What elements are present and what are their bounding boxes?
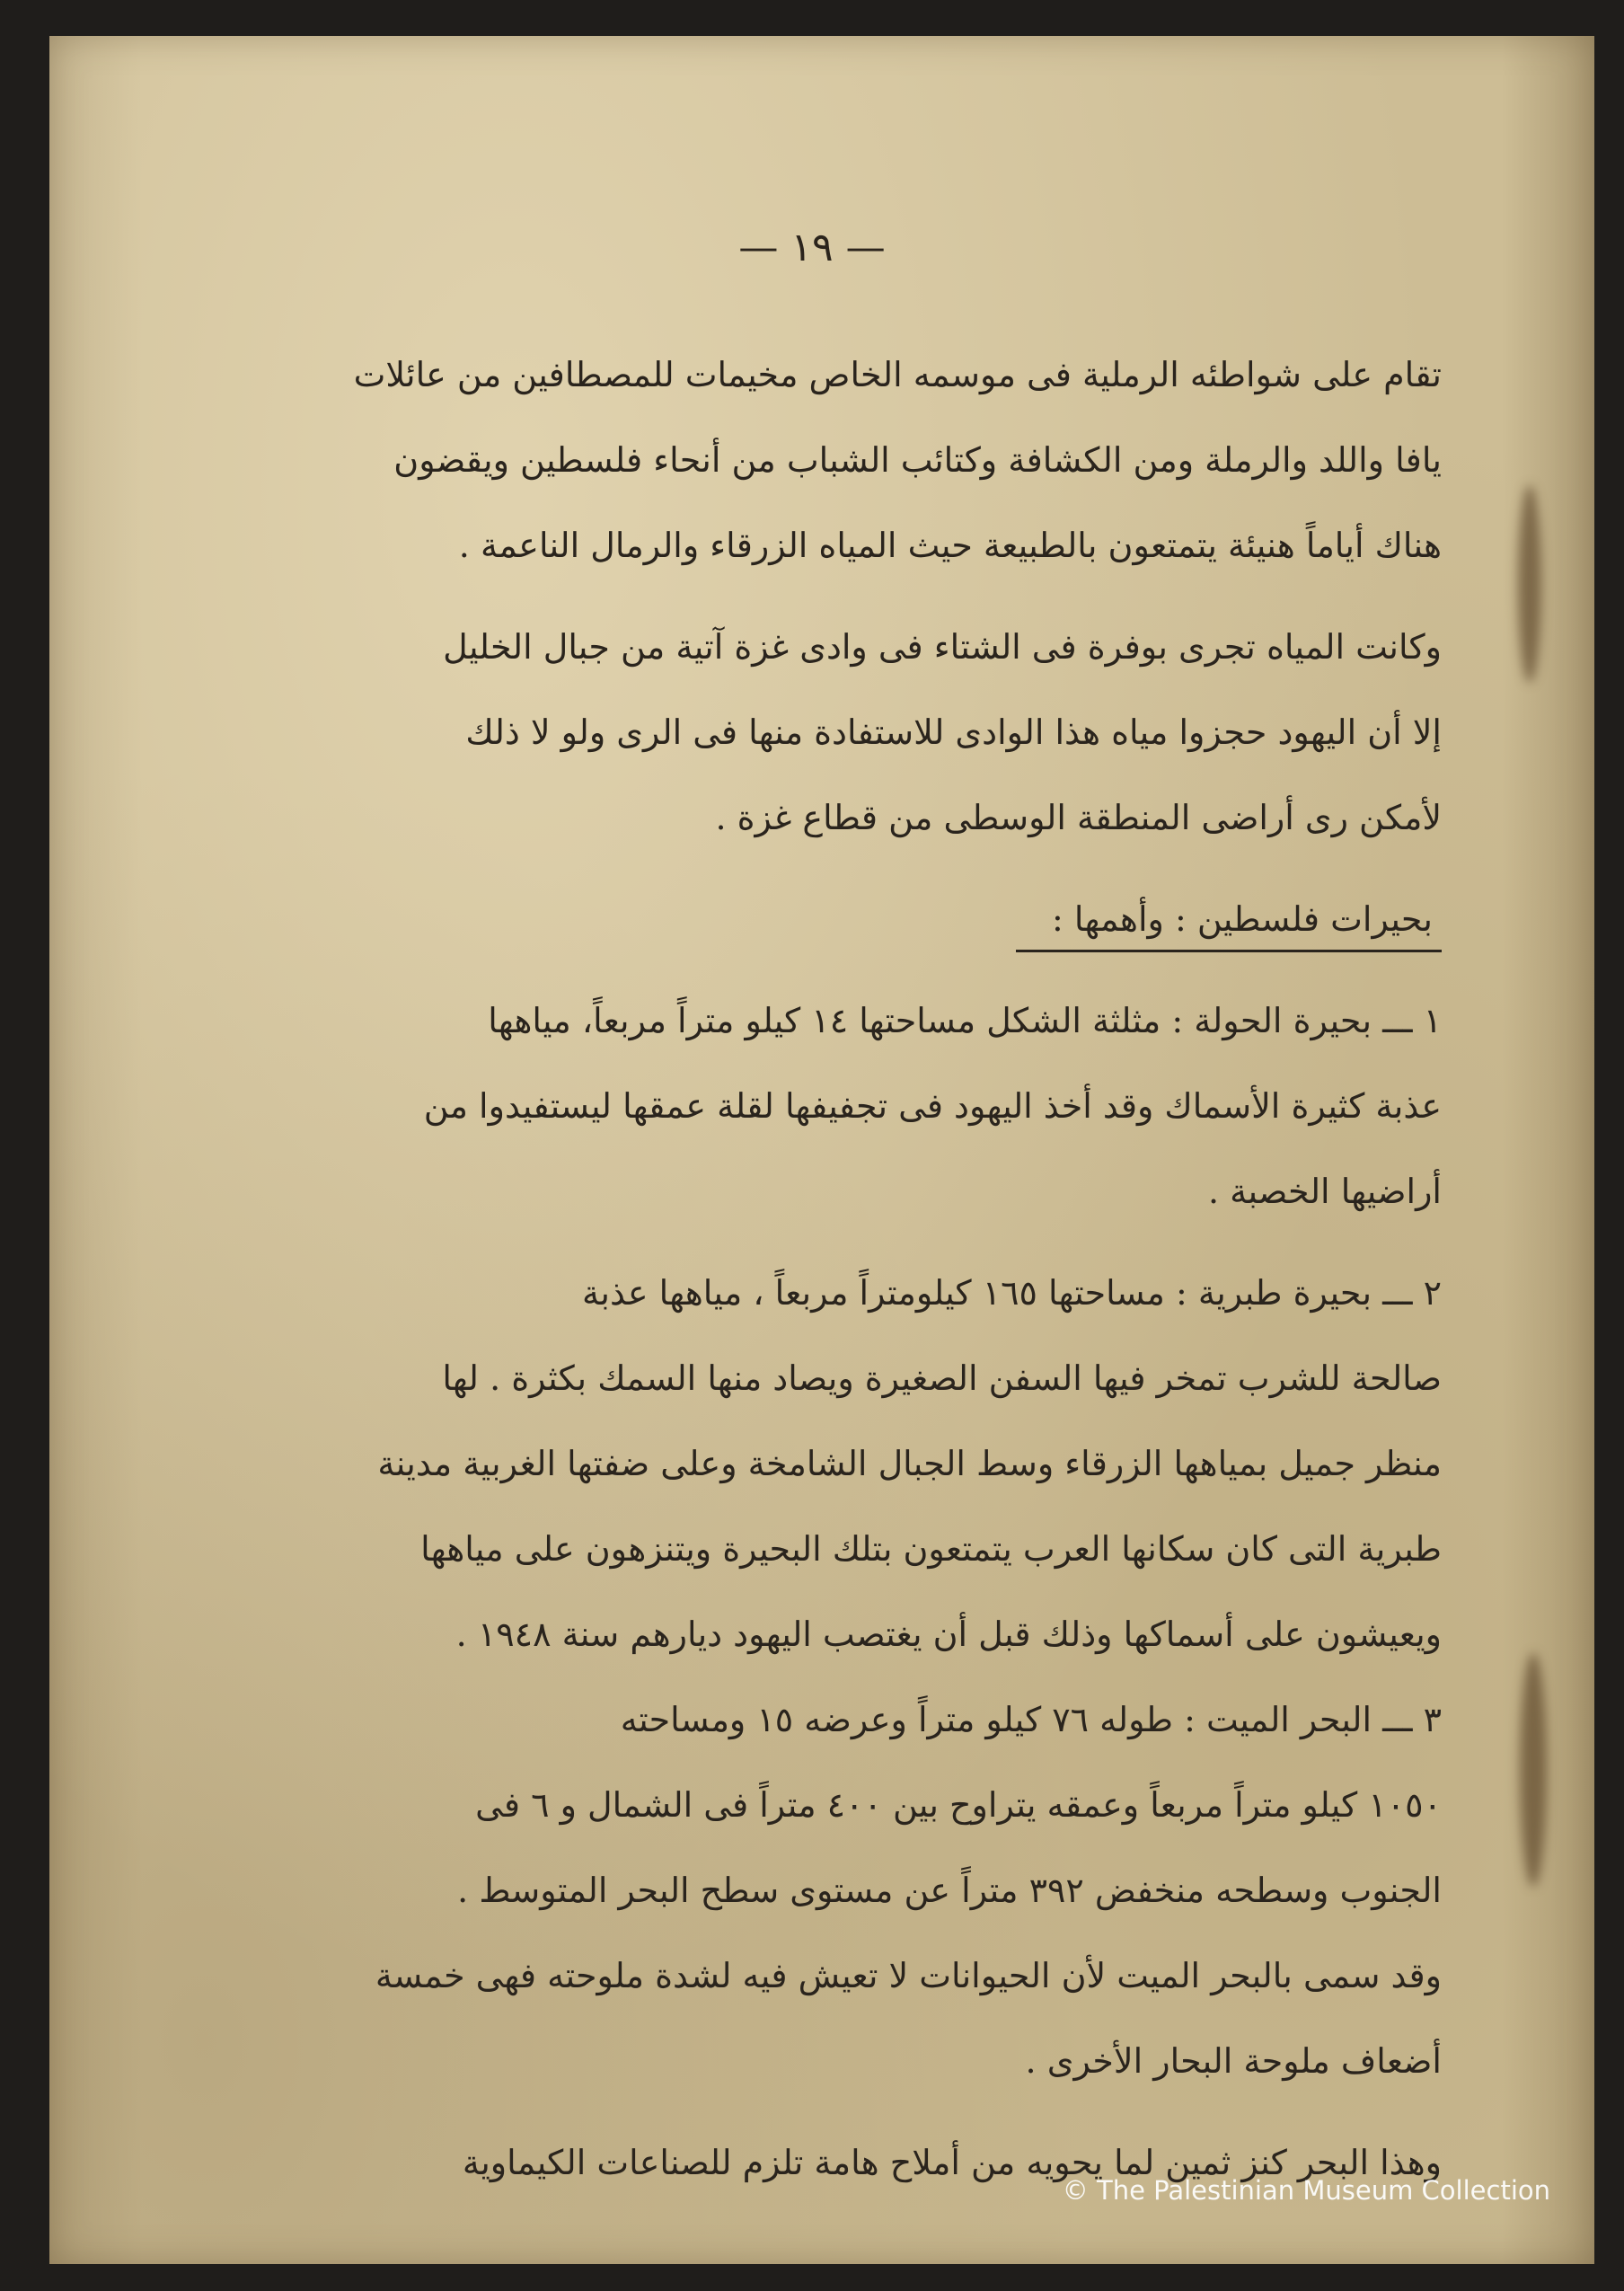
text-line: ٢ ـــ بحيرة طبرية : مساحتها ١٦٥ كيلومتراً مربعاً ، مياهها عذبة [582,1273,1442,1313]
text-line: وهذا البحر كنز ثمين لما يحويه من أملاح هامة تلزم للصناعات الكيماوية [462,2143,1442,2182]
text-line: يافا واللد والرملة ومن الكشافة وكتائب الشباب من أنحاء فلسطين ويقضون [393,440,1442,480]
text-line: ٣ ـــ البحر الميت : طوله ٧٦ كيلو متراً وعرضه ١٥ ومساحته [620,1700,1442,1739]
text-line: هناك أياماً هنيئة يتمتعون بالطبيعة حيث المياه الزرقاء والرمال الناعمة . [458,526,1442,565]
text-line: صالحة للشرب تمخر فيها السفن الصغيرة ويصاد منها السمك بكثرة . لها [442,1358,1442,1398]
rust-stain [1518,485,1541,683]
text-line: أضعاف ملوحة البحار الأخرى . [1025,2041,1442,2081]
text-line: وقد سمى بالبحر الميت لأن الحيوانات لا تعيش فيه لشدة ملوحته فهى خمسة [375,1956,1442,1995]
text-line: ١٠٥٠ كيلو متراً مربعاً وعمقه يتراوح بين ٤٠٠ متراً فى الشمال و ٦ فى [475,1785,1442,1825]
page-body [260,332,1442,2206]
text-line: عذبة كثيرة الأسماك وقد أخذ اليهود فى تجفيفها لقلة عمقها ليستفيدوا من [423,1086,1442,1126]
text-line: لأمكن رى أراضى المنطقة الوسطى من قطاع غزة . [715,798,1442,837]
text-line: طبرية التى كان سكانها العرب يتمتعون بتلك البحيرة ويتنزهون على مياهها [420,1529,1442,1569]
text-line: الجنوب وسطحه منخفض ٣٩٢ متراً عن مستوى سطح البحر المتوسط . [457,1871,1442,1910]
text-line: منظر جميل بمياهها الزرقاء وسط الجبال الشامخة وعلى ضفتها الغربية مدينة [377,1444,1442,1483]
collection-watermark: © The Palestinian Museum Collection [1062,2175,1550,2206]
text-line: ١ ـــ بحيرة الحولة : مثلثة الشكل مساحتها ١٤ كيلو متراً مربعاً، مياهها [488,1001,1442,1040]
page-number: — ١٩ — [738,225,886,270]
text-line: أراضيها الخصبة . [1208,1172,1442,1211]
rust-stain [1520,1653,1547,1887]
text-line: ويعيشون على أسماكها وذلك قبل أن يغتصب اليهود ديارهم سنة ١٩٤٨ . [455,1614,1442,1654]
text-line: وكانت المياه تجرى بوفرة فى الشتاء فى وادى غزة آتية من جبال الخليل [443,627,1442,667]
text-line: تقام على شواطئه الرملية فى موسمه الخاص مخيمات للمصطافين من عائلات [353,355,1442,394]
section-heading: بحيرات فلسطين : وأهمها : [1016,892,1442,952]
text-line: إلا أن اليهود حجزوا مياه هذا الوادى للاستفادة منها فى الرى ولو لا ذلك [465,712,1442,752]
section-heading-row [260,877,1442,962]
